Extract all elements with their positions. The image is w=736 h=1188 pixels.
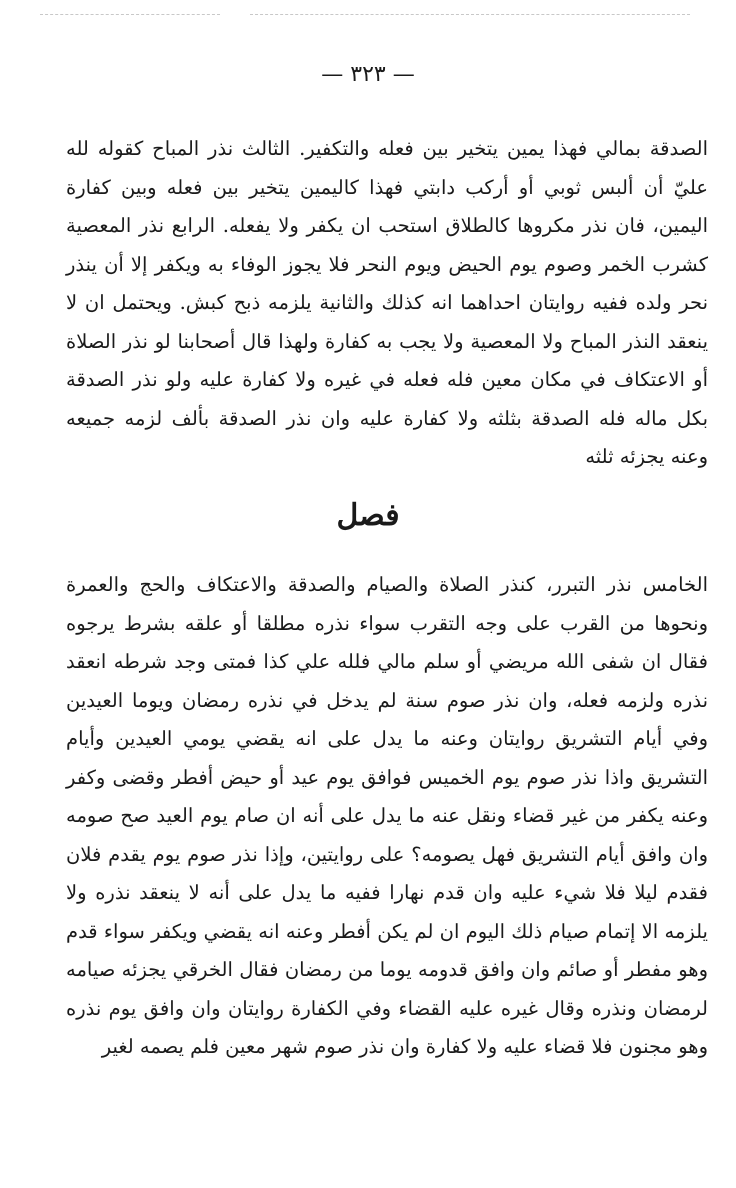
paragraph-1: الصدقة بمالي فهذا يمين يتخير بين فعله والتكفير. الثالث نذر المباح كقوله لله عليّ أن ألبس ثوبي أو أركب دابتي فهذا كاليمين يتخير بين فعله وبين كفارة اليمين، فان نذر مكروها كالطلاق استحب ان يكفر ولا يفعله. الرابع نذر المعصية كشرب الخمر وصوم يوم الحيض ويوم النحر فلا يجوز الوفاء به ويكفر إلا أن ينذر نحر ولده ففيه روايتان احداهما انه كذلك والثانية يلزمه ذبح كبش. ويحتمل ان لا ينعقد النذر المباح ولا المعصية ولا يجب به كفارة ولهذا قال أصحابنا لو نذر الصلاة أو الاعتكاف في مكان معين فله فعله في غيره ولا كفارة عليه ولو نذر الصدقة بكل ماله فله الصدقة بثلثه ولا كفارة عليه وان نذر الصدقة بألف لزمه جميعه وعنه يجزئه ثلثه	[66, 137, 708, 468]
top-edge-rule	[40, 14, 220, 15]
paragraph-2: الخامس نذر التبرر، كنذر الصلاة والصيام والصدقة والاعتكاف والحج والعمرة ونحوها من القرب على وجه التقرب سواء نذره مطلقا أو علقه بشرط يرجوه فقال ان شفى الله مريضي أو سلم مالي فلله علي كذا فمتى وجد شرطه انعقد نذره ولزمه فعله، وان نذر صوم سنة لم يدخل في نذره رمضان ويوما العيدين وفي أيام التشريق روايتان وعنه ما يدل على انه يقضي يومي العيدين وأيام التشريق واذا نذر صوم يوم الخميس فوافق يوم عيد أو حيض أفطر وقضى وكفر وعنه يكفر من غير قضاء ونقل عنه ما يدل على أنه ان صام يوم العيد صح صومه وان وافق أيام التشريق فهل يصومه؟ على روايتين، وإذا نذر صوم يوم يقدم فلان فقدم ليلا فلا شيء عليه وان قدم نهارا ففيه ما يدل على أنه لا ينعقد نذره ولا يلزمه الا إتمام صيام ذلك اليوم ان لم يكن أفطر وعنه انه يقضي ويكفر سواء قدم وهو مفطر أو صائم وان وافق قدومه يوما من رمضان فقال الخرقي يجزئه صيامه لرمضان ونذره وقال غيره عليه القضاء وفي الكفارة روايتان وان وافق يوم نذره وهو مجنون فلا قضاء عليه ولا كفارة وان نذر صوم شهر معين فلم يصمه لغير	[66, 573, 708, 1058]
section-heading: فصل	[336, 498, 400, 533]
page-number: — ٣٢٣ —	[321, 62, 415, 87]
top-edge-rule	[250, 14, 690, 15]
